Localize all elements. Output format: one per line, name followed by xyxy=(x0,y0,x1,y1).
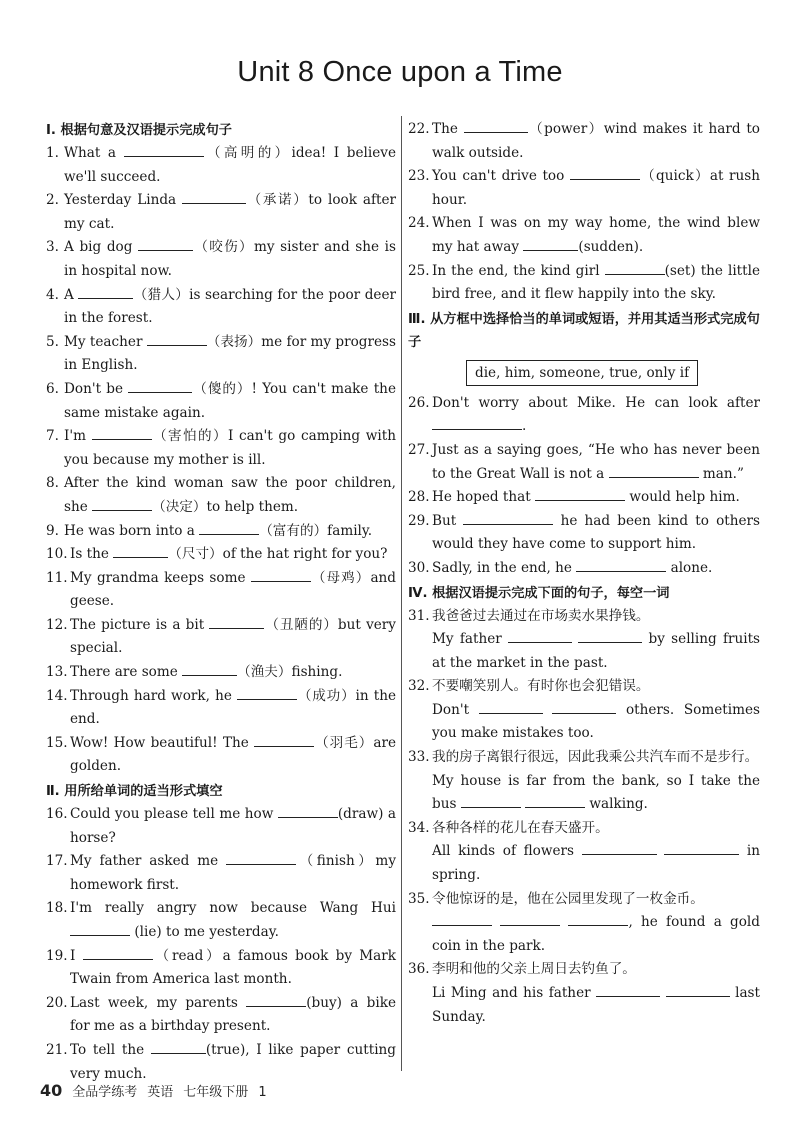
question-item xyxy=(46,732,396,779)
answer-blank[interactable] xyxy=(237,686,297,700)
column-divider xyxy=(401,116,402,1071)
question-item xyxy=(408,888,760,959)
question-text: Wow! How beautiful! The （羽毛）are golden. xyxy=(70,734,397,775)
question-item xyxy=(46,425,396,472)
question-number: 18. xyxy=(46,900,68,917)
question-number: 8. xyxy=(46,475,59,492)
question-text: The picture is a bit （丑陋的）but very special. xyxy=(70,616,396,657)
question-number: 5. xyxy=(46,333,59,350)
question-text: Don't worry about Mike. He can look after . xyxy=(432,394,760,435)
answer-blank[interactable] xyxy=(226,851,296,865)
question-number: 3. xyxy=(46,239,59,256)
answer-blank[interactable] xyxy=(525,794,585,808)
question-text: I'm （害怕的）I can't go camping with you because my mother is ill. xyxy=(64,428,396,468)
word-bank-box: die, him, someone, true, only if xyxy=(466,360,698,386)
question-text: A （猎人）is searching for the poor deer in the forest. xyxy=(64,286,396,327)
question-item xyxy=(408,746,760,817)
question-number: 4. xyxy=(46,286,59,303)
question-item xyxy=(46,284,396,331)
question-text: What a （高明的）idea! I believe we'll succeed. xyxy=(64,145,396,185)
question-item xyxy=(46,945,396,992)
question-item xyxy=(46,850,396,897)
question-item xyxy=(46,803,396,850)
question-text: I （read）a famous book by Mark Twain from America last month. xyxy=(70,947,396,988)
question-text: My teacher （表扬）me for my progress in English. xyxy=(64,333,397,374)
answer-blank[interactable] xyxy=(78,285,133,299)
answer-blank[interactable] xyxy=(199,521,259,535)
question-item xyxy=(408,439,760,486)
question-text: When I was on my way home, the wind blew my hat away (sudden). xyxy=(432,215,760,255)
book-name: 全品学练考 xyxy=(72,1085,138,1100)
question-text: 不要嘲笑别人。有时你也会犯错误。 Don't others. Sometimes you make mistakes too. xyxy=(432,678,760,742)
answer-blank[interactable] xyxy=(278,804,338,818)
question-text: To tell the (true), I like paper cutting very much. xyxy=(70,1041,396,1082)
question-text: In the end, the kind girl (set) the little bird free, and it flew happily into the sky. xyxy=(432,262,760,303)
answer-blank[interactable] xyxy=(578,629,642,643)
answer-blank[interactable] xyxy=(92,497,152,511)
answer-blank[interactable] xyxy=(535,487,625,501)
question-item xyxy=(46,543,396,567)
question-number: 10. xyxy=(46,546,68,563)
answer-blank[interactable] xyxy=(568,912,628,926)
question-text: Sadly, in the end, he alone. xyxy=(432,559,713,576)
question-number: 27. xyxy=(408,441,430,458)
question-number: 36. xyxy=(408,961,430,978)
question-item xyxy=(46,142,396,189)
question-item xyxy=(408,118,760,165)
question-item xyxy=(408,817,760,888)
answer-blank[interactable] xyxy=(151,1040,206,1054)
question-text: Is the （尺寸）of the hat right for you? xyxy=(70,546,388,563)
question-text: The （power）wind makes it hard to walk outside. xyxy=(432,121,760,161)
question-item xyxy=(46,897,396,944)
page-title: Unit 8 Once upon a Time xyxy=(237,56,563,88)
answer-blank[interactable] xyxy=(432,416,522,430)
answer-blank[interactable] xyxy=(500,912,560,926)
question-number: 28. xyxy=(408,489,430,506)
answer-blank[interactable] xyxy=(464,119,528,133)
question-number: 23. xyxy=(408,168,430,185)
question-number: 7. xyxy=(46,428,59,445)
question-number: 26. xyxy=(408,394,430,411)
question-number: 24. xyxy=(408,215,430,232)
question-item xyxy=(46,685,396,732)
answer-blank[interactable] xyxy=(182,190,246,204)
question-item xyxy=(408,675,760,746)
question-number: 20. xyxy=(46,994,68,1011)
question-number: 22. xyxy=(408,121,430,137)
question-text: A big dog （咬伤）my sister and she is in hospital now. xyxy=(64,239,396,279)
answer-blank[interactable] xyxy=(596,983,660,997)
question-number: 25. xyxy=(408,262,430,279)
page-number: 40 xyxy=(40,1081,63,1100)
question-number: 31. xyxy=(408,607,430,624)
answer-blank[interactable] xyxy=(463,511,553,525)
answer-blank[interactable] xyxy=(128,379,192,393)
question-number: 14. xyxy=(46,687,68,704)
question-item xyxy=(408,392,760,439)
answer-blank[interactable] xyxy=(70,922,130,936)
question-item xyxy=(408,212,760,259)
grade-name: 七年级下册 xyxy=(183,1085,249,1100)
question-number: 13. xyxy=(46,664,68,681)
answer-blank[interactable] xyxy=(124,143,204,157)
question-number: 30. xyxy=(408,559,430,576)
answer-blank[interactable] xyxy=(182,662,237,676)
question-item xyxy=(46,236,396,283)
question-text: He hoped that would help him. xyxy=(432,489,740,506)
question-text: My grandma keeps some （母鸡）and geese. xyxy=(70,569,397,610)
answer-blank[interactable] xyxy=(582,841,657,855)
question-text: Could you please tell me how (draw) a horse? xyxy=(70,806,396,846)
section-heading: Ⅰ. 根据句意及汉语提示完成句子 xyxy=(46,123,232,138)
section-heading: Ⅱ. 用所给单词的适当形式填空 xyxy=(46,784,223,800)
answer-blank[interactable] xyxy=(246,993,306,1007)
question-number: 35. xyxy=(408,890,430,907)
answer-blank[interactable] xyxy=(113,544,168,558)
answer-blank[interactable] xyxy=(432,912,492,926)
section-heading: Ⅳ. 根据汉语提示完成下面的句子，每空一词 xyxy=(408,585,670,601)
question-number: 21. xyxy=(46,1041,68,1058)
answer-blank[interactable] xyxy=(605,261,665,275)
answer-blank[interactable] xyxy=(147,332,207,346)
answer-blank[interactable] xyxy=(609,464,699,478)
question-item xyxy=(408,958,760,1029)
question-number: 1. xyxy=(46,145,59,161)
question-item xyxy=(408,165,760,212)
question-item xyxy=(46,567,396,614)
question-text: My father asked me （finish）my homework first. xyxy=(70,853,396,893)
question-text: Through hard work, he （成功）in the end. xyxy=(70,687,396,728)
answer-blank[interactable] xyxy=(251,568,311,582)
question-text: 我的房子离银行很远，因此我乘公共汽车而不是步行。 My house is far from the bank, so I take the bus walking. xyxy=(432,749,760,813)
question-number: 9. xyxy=(46,522,59,539)
question-item xyxy=(46,614,396,661)
answer-blank[interactable] xyxy=(664,841,739,855)
answer-blank[interactable] xyxy=(552,700,616,714)
question-text: 我爸爸过去通过在市场卖水果挣钱。 My father by selling fruits at the market in the past. xyxy=(432,607,761,671)
answer-blank[interactable] xyxy=(138,237,193,251)
question-text: Last week, my parents (buy) a bike for me as a birthday present. xyxy=(70,994,396,1035)
question-text: You can't drive too （quick）at rush hour. xyxy=(432,168,761,208)
question-number: 11. xyxy=(46,569,68,586)
question-item xyxy=(46,661,396,685)
question-text: But he had been kind to others would they have come to support him. xyxy=(432,512,760,553)
question-number: 19. xyxy=(46,947,68,964)
answer-blank[interactable] xyxy=(254,733,314,747)
answer-blank[interactable] xyxy=(570,166,640,180)
question-item xyxy=(46,992,396,1039)
question-number: 6. xyxy=(46,380,59,397)
page-footer xyxy=(40,1081,267,1100)
answer-blank[interactable] xyxy=(461,794,521,808)
subject-name: 英语 xyxy=(147,1085,174,1100)
question-number: 17. xyxy=(46,853,68,870)
question-item xyxy=(46,189,396,236)
question-item xyxy=(46,331,396,378)
question-item xyxy=(408,510,760,557)
question-number: 12. xyxy=(46,616,68,633)
question-text: 各种各样的花儿在春天盛开。 All kinds of flowers in spring. xyxy=(432,819,760,884)
question-text: I'm really angry now because Wang Hui (lie) to me yesterday. xyxy=(70,900,396,940)
left-column xyxy=(46,118,396,1086)
volume-number: 1 xyxy=(258,1085,267,1100)
answer-blank[interactable] xyxy=(92,426,152,440)
question-item xyxy=(408,557,760,581)
question-text: 李明和他的父亲上周日去钓鱼了。 Li Ming and his father last Sunday. xyxy=(432,961,760,1025)
question-item xyxy=(408,605,760,676)
answer-blank[interactable] xyxy=(83,946,153,960)
question-item xyxy=(46,472,396,519)
question-item xyxy=(46,520,396,544)
question-item xyxy=(46,378,396,425)
question-number: 2. xyxy=(46,192,59,209)
answer-blank[interactable] xyxy=(576,558,666,572)
question-text: 令他惊讶的是，他在公园里发现了一枚金币。 , he found a gold coin in the park. xyxy=(432,890,760,954)
question-item xyxy=(46,1039,396,1086)
question-item xyxy=(408,260,760,307)
question-item xyxy=(408,486,760,510)
question-text: After the kind woman saw the poor children, she （决定）to help them. xyxy=(64,475,396,515)
question-number: 32. xyxy=(408,678,430,695)
question-number: 34. xyxy=(408,819,430,836)
question-text: There are some （渔夫）fishing. xyxy=(70,664,343,681)
question-number: 16. xyxy=(46,806,68,823)
question-number: 33. xyxy=(408,749,430,766)
question-text: Just as a saying goes, “He who has never been to the Great Wall is not a man.” xyxy=(432,441,760,482)
answer-blank[interactable] xyxy=(209,615,264,629)
question-text: Don't be （傻的）! You can't make the same mistake again. xyxy=(64,380,396,421)
question-number: 15. xyxy=(46,734,68,751)
question-number: 29. xyxy=(408,512,430,529)
answer-blank[interactable] xyxy=(479,700,543,714)
question-text: He was born into a （富有的）family. xyxy=(64,522,373,539)
right-column xyxy=(408,118,760,1029)
answer-blank[interactable] xyxy=(523,237,578,251)
answer-blank[interactable] xyxy=(666,983,730,997)
answer-blank[interactable] xyxy=(508,629,572,643)
section-heading: Ⅲ. 从方框中选择恰当的单词或短语，并用其适当形式完成句子 xyxy=(408,311,760,350)
question-text: Yesterday Linda （承诺）to look after my cat. xyxy=(64,192,396,232)
